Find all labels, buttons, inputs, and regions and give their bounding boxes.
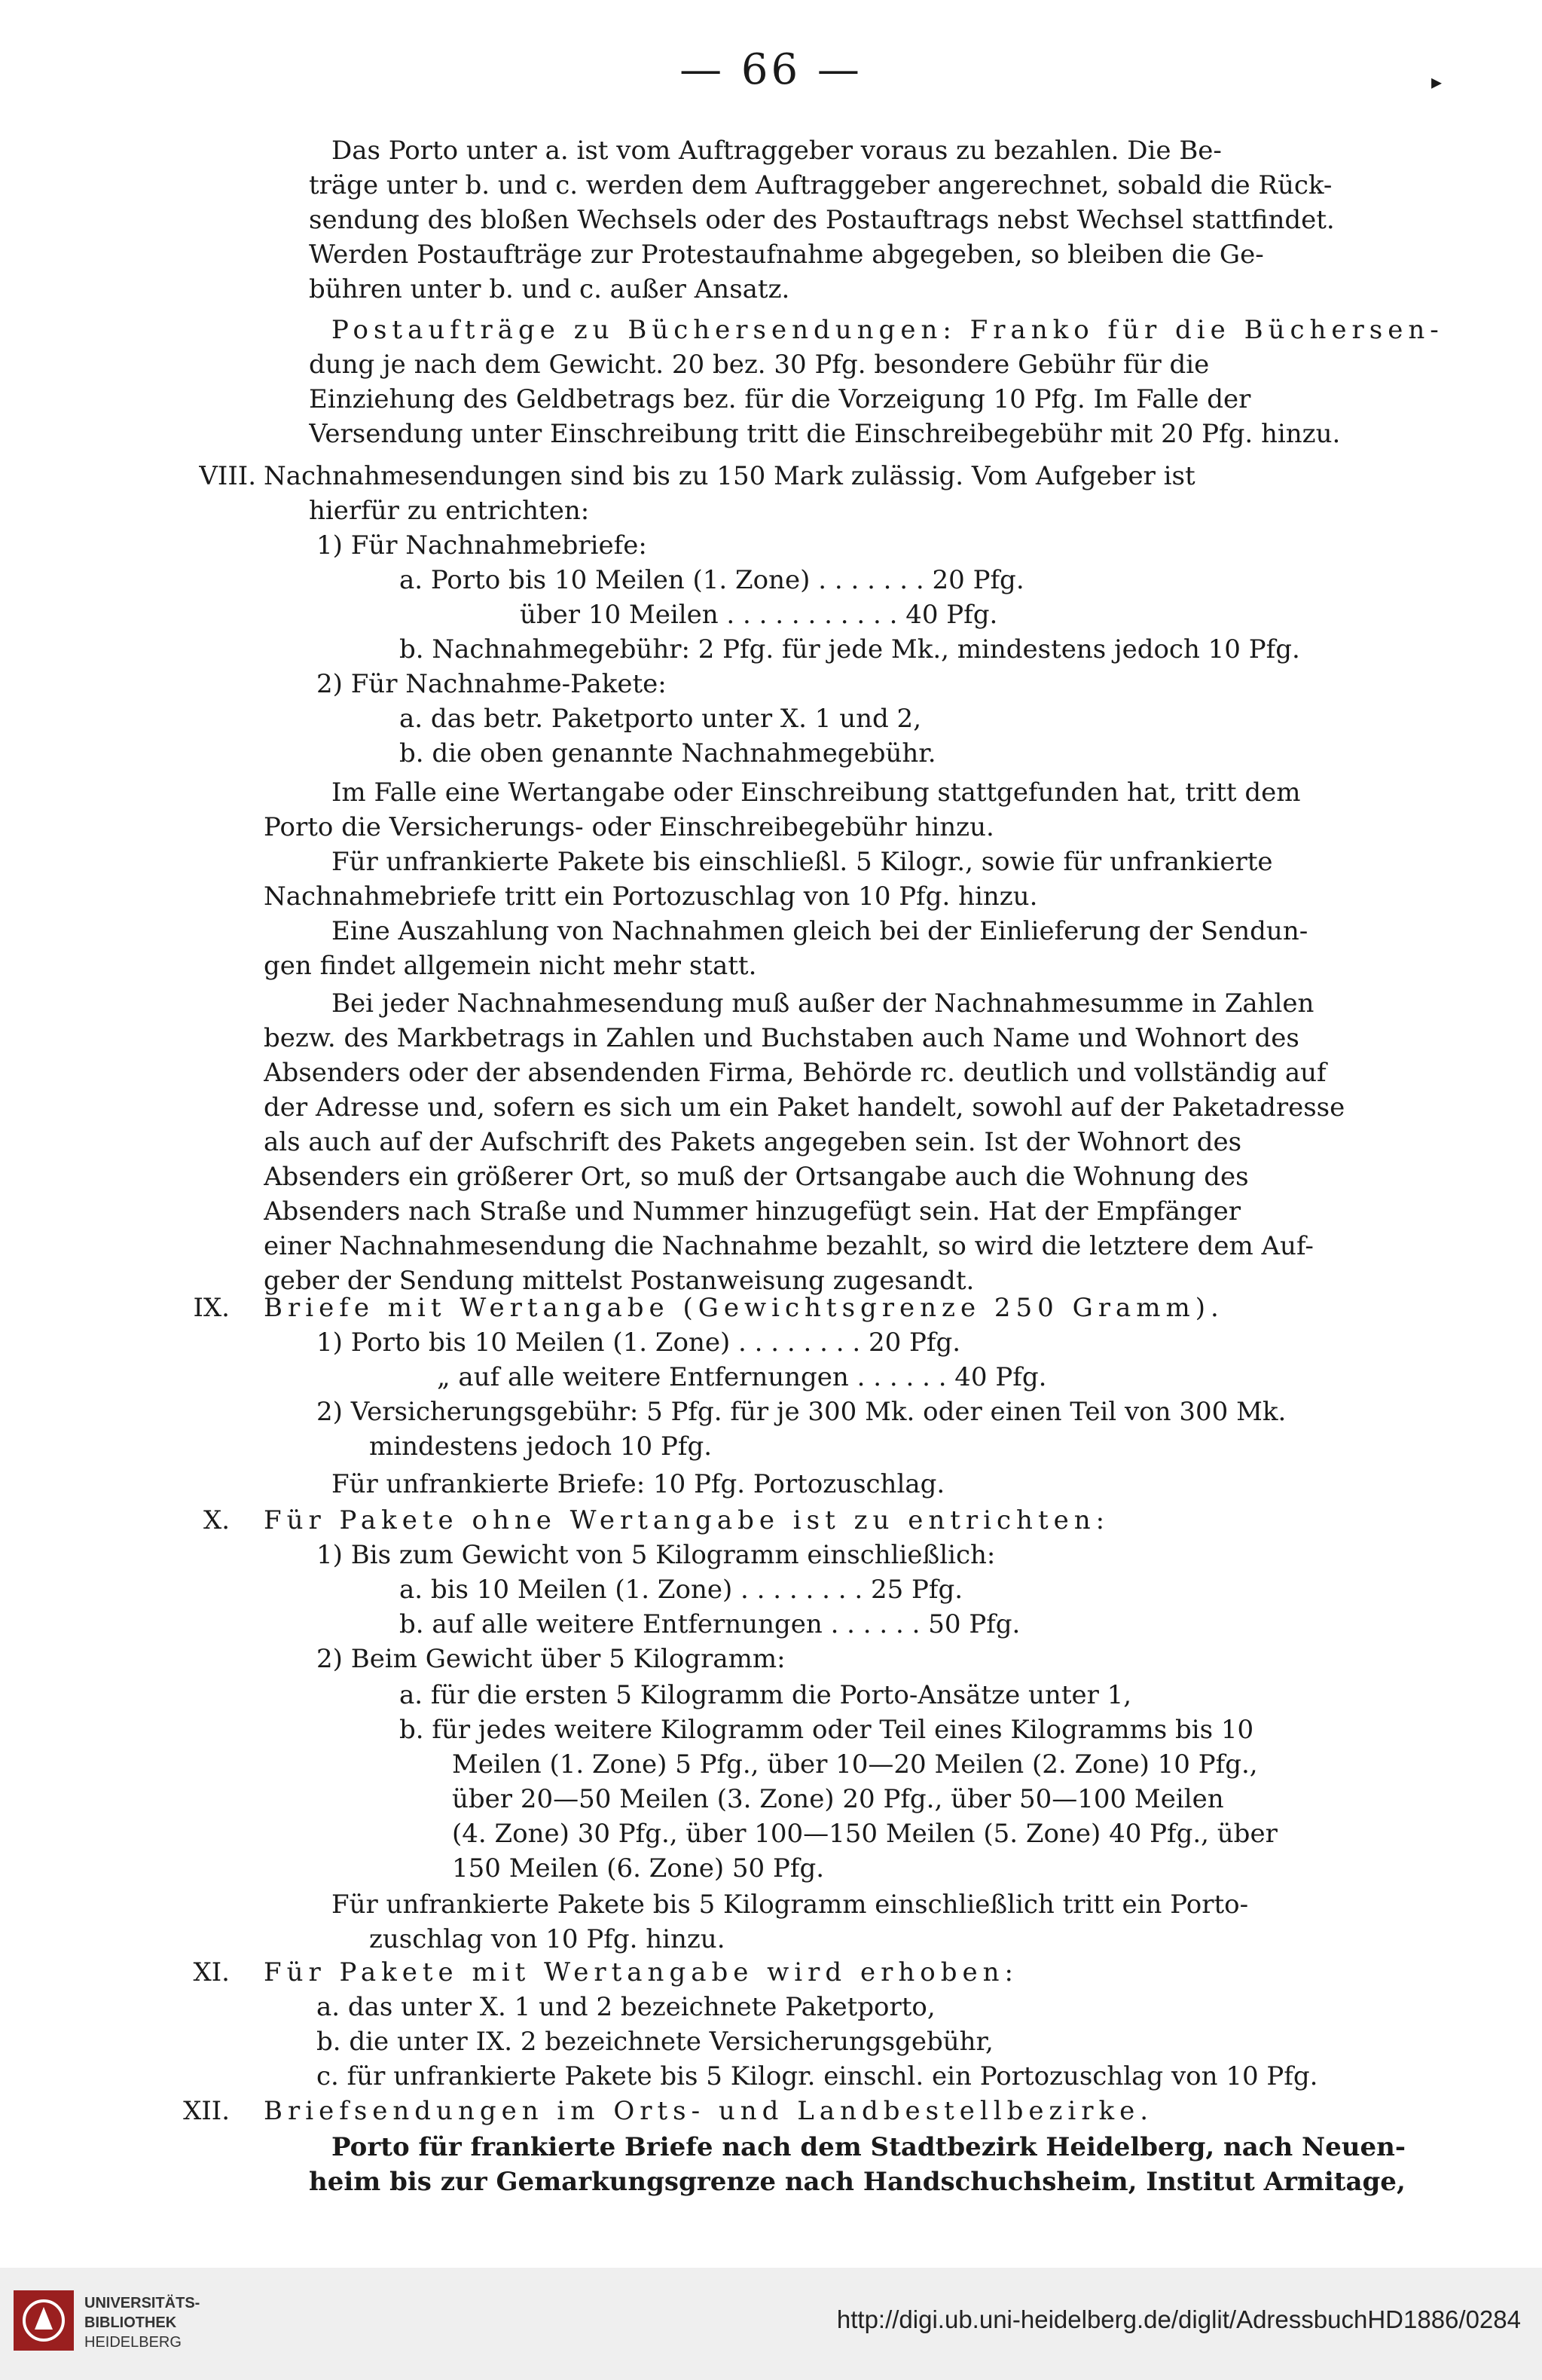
section-label-viii: VIII.: [199, 461, 256, 491]
text-line: 2) Beim Gewicht über 5 Kilogramm:: [316, 1644, 786, 1674]
text-line: Absenders nach Straße und Nummer hinzugefügt sein. Hat der Empfänger: [264, 1196, 1241, 1227]
text-line: 1) Bis zum Gewicht von 5 Kilogramm einschließlich:: [316, 1540, 996, 1570]
text-line: Absenders oder der absendenden Firma, Behörde rc. deutlich und vollständig auf: [264, 1058, 1327, 1088]
university-seal-icon: [14, 2290, 74, 2351]
text-line: b. die unter IX. 2 bezeichnete Versicherungsgebühr,: [316, 2027, 994, 2057]
text-line: als auch auf der Aufschrift des Pakets angegeben sein. Ist der Wohnort des: [264, 1127, 1242, 1157]
text-line: Bei jeder Nachnahmesendung muß außer der Nachnahmesumme in Zahlen: [331, 988, 1315, 1019]
text-line: Für unfrankierte Briefe: 10 Pfg. Portozuschlag.: [331, 1469, 945, 1499]
text-line: geber der Sendung mittelst Postanweisung zugesandt.: [264, 1266, 975, 1296]
institution-line-1: UNIVERSITÄTS-: [84, 2295, 200, 2311]
text-line: Nachnahmesendungen sind bis zu 150 Mark zulässig. Vom Aufgeber ist: [264, 461, 1195, 491]
text-line: Postaufträge zu Büchersendungen: Franko für die Büchersen-: [331, 315, 1444, 345]
section-label-ix: IX.: [193, 1293, 230, 1323]
text-line: 150 Meilen (6. Zone) 50 Pfg.: [452, 1853, 825, 1884]
text-line: b. Nachnahmegebühr: 2 Pfg. für jede Mk., mindestens jedoch 10 Pfg.: [399, 634, 1300, 665]
text-line: träge unter b. und c. werden dem Auftraggeber angerechnet, sobald die Rück-: [309, 170, 1333, 200]
text-line: dung je nach dem Gewicht. 20 bez. 30 Pfg. besondere Gebühr für die: [309, 350, 1210, 380]
text-line: a. Porto bis 10 Meilen (1. Zone) . . . . . . . 20 Pfg.: [399, 565, 1024, 595]
text-line: a. das unter X. 1 und 2 bezeichnete Paketporto,: [316, 1992, 936, 2022]
text-line: zuschlag von 10 Pfg. hinzu.: [369, 1924, 725, 1954]
text-line: Briefsendungen im Orts- und Landbestellbezirke.: [264, 2096, 1154, 2126]
text-line: einer Nachnahmesendung die Nachnahme bezahlt, so wird die letztere dem Auf-: [264, 1231, 1314, 1261]
text-line: a. bis 10 Meilen (1. Zone) . . . . . . . . 25 Pfg.: [399, 1575, 963, 1605]
text-line: c. für unfrankierte Pakete bis 5 Kilogr. einschl. ein Portozuschlag von 10 Pfg.: [316, 2061, 1318, 2091]
text-line: Im Falle eine Wertangabe oder Einschreibung stattgefunden hat, tritt dem: [331, 778, 1301, 808]
section-label-xi: XI.: [193, 1957, 230, 1987]
text-line: b. die oben genannte Nachnahmegebühr.: [399, 738, 936, 768]
text-line: Für Pakete mit Wertangabe wird erhoben:: [264, 1957, 1018, 1987]
text-line: Für unfrankierte Pakete bis 5 Kilogramm einschließlich tritt ein Porto-: [331, 1890, 1249, 1920]
text-line: hierfür zu entrichten:: [309, 496, 590, 526]
text-line: „ auf alle weitere Entfernungen . . . . . . 40 Pfg.: [437, 1362, 1047, 1392]
text-line: 1) Porto bis 10 Meilen (1. Zone) . . . . . . . . 20 Pfg.: [316, 1327, 961, 1358]
corner-mark: ▸: [1431, 69, 1443, 94]
text-line: Versendung unter Einschreibung tritt die Einschreibegebühr mit 20 Pfg. hinzu.: [309, 419, 1341, 449]
text-line: a. das betr. Paketporto unter X. 1 und 2,: [399, 704, 921, 734]
page-number: — 66 —: [679, 45, 863, 94]
section-label-xii: XII.: [183, 2096, 230, 2126]
text-line: über 10 Meilen . . . . . . . . . . . 40 Pfg.: [520, 600, 998, 630]
text-line: Eine Auszahlung von Nachnahmen gleich bei der Einlieferung der Sendun-: [331, 916, 1308, 946]
text-line: Für Pakete ohne Wertangabe ist zu entrichten:: [264, 1505, 1110, 1535]
institution-line-2: BIBLIOTHEK: [84, 2314, 177, 2331]
text-line: Porto die Versicherungs- oder Einschreibegebühr hinzu.: [264, 812, 994, 842]
text-line: b. auf alle weitere Entfernungen . . . . . . 50 Pfg.: [399, 1609, 1021, 1639]
text-line: Meilen (1. Zone) 5 Pfg., über 10—20 Meilen (2. Zone) 10 Pfg.,: [452, 1749, 1258, 1780]
text-line: über 20—50 Meilen (3. Zone) 20 Pfg., über 50—100 Meilen: [452, 1784, 1224, 1814]
text-line: heim bis zur Gemarkungsgrenze nach Handschuchsheim, Institut Armitage,: [309, 2167, 1406, 2197]
text-line: Werden Postaufträge zur Protestaufnahme abgegeben, so bleiben die Ge-: [309, 240, 1264, 270]
text-line: der Adresse und, sofern es sich um ein Paket handelt, sowohl auf der Paketadresse: [264, 1092, 1345, 1123]
text-line: 2) Versicherungsgebühr: 5 Pfg. für je 300 Mk. oder einen Teil von 300 Mk.: [316, 1397, 1287, 1427]
section-label-x: X.: [203, 1505, 230, 1535]
text-line: 1) Für Nachnahmebriefe:: [316, 530, 647, 561]
text-line: bezw. des Markbetrags in Zahlen und Buchstaben auch Name und Wohnort des: [264, 1023, 1299, 1053]
footer-bar: [0, 2268, 1542, 2380]
text-line: b. für jedes weitere Kilogramm oder Teil eines Kilogramms bis 10: [399, 1715, 1254, 1745]
text-line: Für unfrankierte Pakete bis einschließl. 5 Kilogr., sowie für unfrankierte: [331, 847, 1273, 877]
text-line: (4. Zone) 30 Pfg., über 100—150 Meilen (5. Zone) 40 Pfg., über: [452, 1819, 1278, 1849]
text-line: Nachnahmebriefe tritt ein Portozuschlag von 10 Pfg. hinzu.: [264, 881, 1038, 912]
text-line: Einziehung des Geldbetrags bez. für die Vorzeigung 10 Pfg. Im Falle der: [309, 384, 1251, 414]
institution-name: [84, 2293, 200, 2352]
text-line: Briefe mit Wertangabe (Gewichtsgrenze 250 Gramm).: [264, 1293, 1224, 1323]
text-line: Das Porto unter a. ist vom Auftraggeber voraus zu bezahlen. Die Be-: [331, 136, 1222, 166]
text-line: a. für die ersten 5 Kilogramm die Porto-Ansätze unter 1,: [399, 1680, 1132, 1710]
text-line: 2) Für Nachnahme-Pakete:: [316, 669, 667, 699]
text-line: bühren unter b. und c. außer Ansatz.: [309, 274, 790, 304]
text-line: Absenders ein größerer Ort, so muß der Ortsangabe auch die Wohnung des: [264, 1162, 1249, 1192]
text-line: mindestens jedoch 10 Pfg.: [369, 1431, 713, 1462]
institution-line-3: HEIDELBERG: [84, 2334, 182, 2351]
source-url-link[interactable]: http://digi.ub.uni-heidelberg.de/diglit/AdressbuchHD1886/0284: [836, 2305, 1521, 2333]
text-line: gen findet allgemein nicht mehr statt.: [264, 951, 757, 981]
text-line: Porto für frankierte Briefe nach dem Stadtbezirk Heidelberg, nach Neuen-: [331, 2132, 1406, 2162]
text-line: sendung des bloßen Wechsels oder des Postauftrags nebst Wechsel stattfindet.: [309, 205, 1335, 235]
